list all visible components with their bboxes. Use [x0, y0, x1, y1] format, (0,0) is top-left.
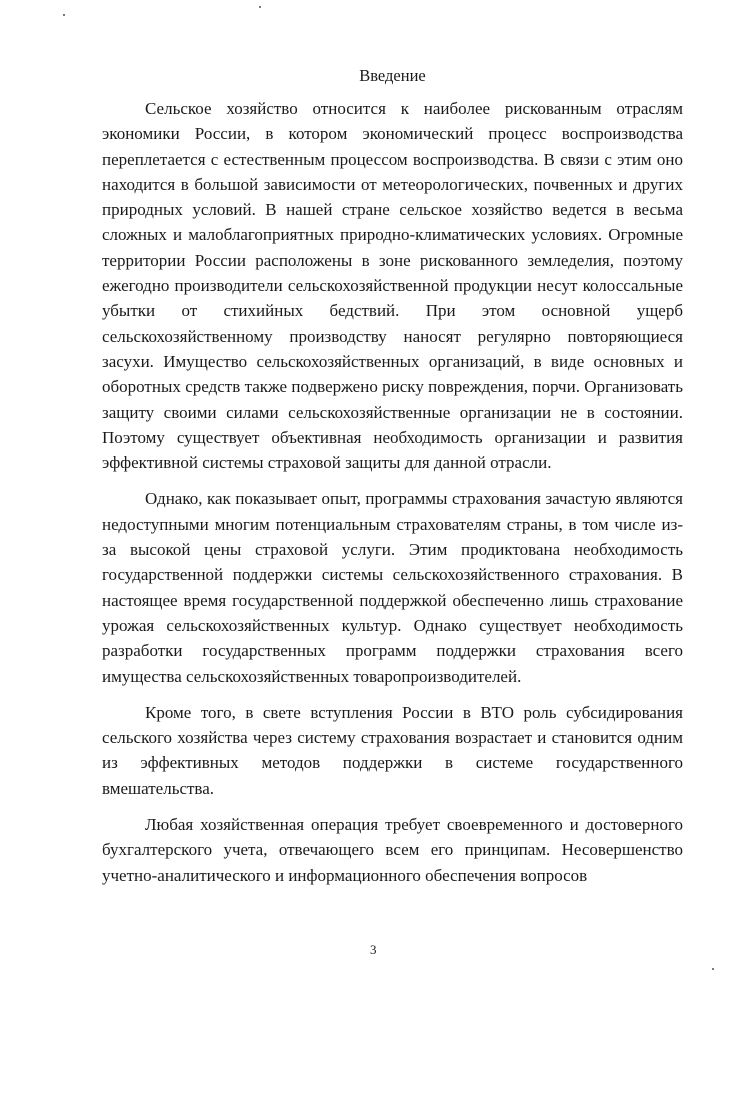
- section-heading: Введение: [359, 66, 426, 85]
- page-number: 3: [370, 942, 377, 957]
- paragraph: Однако, как показывает опыт, программы страхования зачастую являются недоступными многим потенциальным страхователям страны, в том числе из-за высокой цены страховой услуги. Этим продиктована необходимость государственной поддержки системы сельскохозяйственного страхования. В настоящее время государственной поддержкой обеспеченно лишь страхование урожая сельскохозяйственных культур. Однако существует необходимость разработки государственных программ поддержки страхования всего имущества сельскохозяйственных товаропроизводителей.: [102, 489, 683, 686]
- scan-speck: [63, 14, 65, 16]
- paragraph: Любая хозяйственная операция требует своевременного и достоверного бухгалтерского учета, отвечающего всем его принципам. Несовершенство учетно-аналитического и информационного обеспечения вопросов: [102, 815, 683, 885]
- scan-speck: [259, 6, 261, 8]
- scan-speck: [712, 968, 714, 970]
- document-body: [102, 96, 683, 888]
- paragraph: Сельское хозяйство относится к наиболее рискованным отраслям экономики России, в котором экономический процесс воспроизводства переплетается с естественным процессом воспроизводства. В связи с этим оно находится в большой зависимости от метеорологических, почвенных и других природных условий. В нашей стране сельское хозяйство ведется в весьма сложных и малоблагоприятных природно-климатических условиях. Огромные территории России расположены в зоне рискованного земледелия, поэтому ежегодно производители сельскохозяйственной продукции несут колоссальные убытки от стихийных бедствий. При этом основной ущерб сельскохозяйственному производству наносят регулярно повторяющиеся засухи. Имущество сельскохозяйственных организаций, в виде основных и оборотных средств также подвержено риску повреждения, порчи. Организовать защиту своими силами сельскохозяйственные организации не в состоянии. Поэтому существует объективная необходимость организации и развития эффективной системы страховой защиты для данной отрасли.: [102, 99, 683, 473]
- paragraph: Кроме того, в свете вступления России в ВТО роль субсидирования сельского хозяйства через систему страхования возрастает и становится одним из эффективных методов поддержки в системе государственного вмешательства.: [102, 702, 683, 798]
